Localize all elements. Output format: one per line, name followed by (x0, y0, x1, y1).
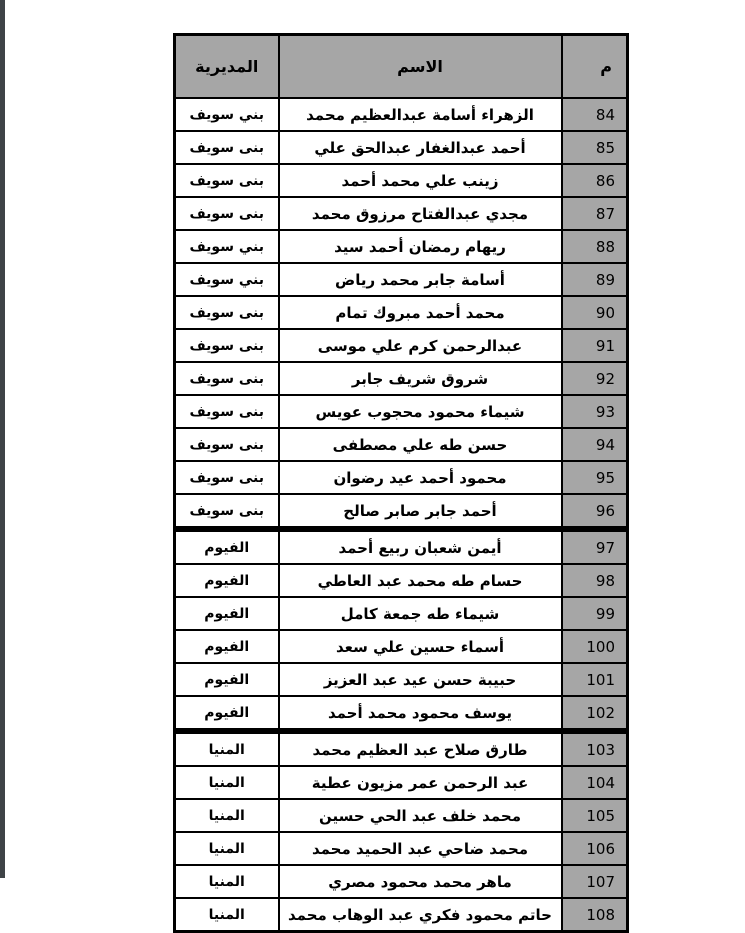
row-number-cell: 86 (562, 164, 628, 197)
row-number-cell: 93 (562, 395, 628, 428)
table-row (175, 663, 628, 696)
row-name-cell: الزهراء أسامة عبدالعظيم محمد (279, 98, 562, 131)
header-row (175, 35, 628, 99)
row-number-cell: 94 (562, 428, 628, 461)
table-row (175, 296, 628, 329)
row-name-cell: محمود أحمد عيد رضوان (279, 461, 562, 494)
row-name-cell: حسن طه علي مصطفى (279, 428, 562, 461)
row-name-cell: حبيبة حسن عيد عبد العزيز (279, 663, 562, 696)
row-name-cell: زينب علي محمد أحمد (279, 164, 562, 197)
row-name-cell: أسامة جابر محمد رياض (279, 263, 562, 296)
row-directorate-cell: الفيوم (175, 696, 279, 731)
row-number-cell: 95 (562, 461, 628, 494)
table-row (175, 395, 628, 428)
table-row (175, 362, 628, 395)
table-row (175, 766, 628, 799)
table-row (175, 597, 628, 630)
row-directorate-cell: بني سويف (175, 230, 279, 263)
viewer-left-edge (0, 0, 5, 878)
row-number-cell: 107 (562, 865, 628, 898)
row-directorate-cell: بنى سويف (175, 296, 279, 329)
row-number-cell: 104 (562, 766, 628, 799)
row-number-cell: 102 (562, 696, 628, 731)
row-directorate-cell: الفيوم (175, 663, 279, 696)
row-name-cell: ريهام رمضان أحمد سيد (279, 230, 562, 263)
row-directorate-cell: بنى سويف (175, 461, 279, 494)
table-row (175, 461, 628, 494)
table-row (175, 696, 628, 731)
row-name-cell: عبدالرحمن كرم علي موسى (279, 329, 562, 362)
table-row (175, 131, 628, 164)
row-name-cell: أسماء حسين علي سعد (279, 630, 562, 663)
row-directorate-cell: بنى سويف (175, 197, 279, 230)
row-number-cell: 85 (562, 131, 628, 164)
column-header-num: م (562, 35, 628, 99)
row-number-cell: 99 (562, 597, 628, 630)
row-directorate-cell: الفيوم (175, 529, 279, 564)
row-name-cell: حسام طه محمد عبد العاطي (279, 564, 562, 597)
row-name-cell: أيمن شعبان ربيع أحمد (279, 529, 562, 564)
row-directorate-cell: الفيوم (175, 630, 279, 663)
row-name-cell: شروق شريف جابر (279, 362, 562, 395)
row-number-cell: 108 (562, 898, 628, 932)
roster-table (173, 33, 629, 933)
table-body (175, 98, 628, 932)
row-directorate-cell: بنى سويف (175, 494, 279, 529)
row-number-cell: 103 (562, 731, 628, 766)
row-name-cell: محمد خلف عبد الحي حسين (279, 799, 562, 832)
table-row (175, 529, 628, 564)
column-header-name: الاسم (279, 35, 562, 99)
row-number-cell: 97 (562, 529, 628, 564)
table-row (175, 329, 628, 362)
row-name-cell: طارق صلاح عبد العظيم محمد (279, 731, 562, 766)
table-row (175, 230, 628, 263)
row-directorate-cell: بنى سويف (175, 428, 279, 461)
row-directorate-cell: الفيوم (175, 564, 279, 597)
table-row (175, 799, 628, 832)
row-number-cell: 98 (562, 564, 628, 597)
row-directorate-cell: بنى سويف (175, 362, 279, 395)
row-number-cell: 106 (562, 832, 628, 865)
row-directorate-cell: الفيوم (175, 597, 279, 630)
row-directorate-cell: بنى سويف (175, 395, 279, 428)
row-number-cell: 84 (562, 98, 628, 131)
row-name-cell: عبد الرحمن عمر مزيون عطية (279, 766, 562, 799)
row-directorate-cell: بنى سويف (175, 131, 279, 164)
row-name-cell: شيماء طه جمعة كامل (279, 597, 562, 630)
row-directorate-cell: المنيا (175, 832, 279, 865)
table-row (175, 263, 628, 296)
row-number-cell: 92 (562, 362, 628, 395)
row-name-cell: أحمد عبدالغفار عبدالحق علي (279, 131, 562, 164)
table-row (175, 630, 628, 663)
row-directorate-cell: المنيا (175, 766, 279, 799)
row-name-cell: ماهر محمد محمود مصري (279, 865, 562, 898)
row-directorate-cell: المنيا (175, 898, 279, 932)
row-name-cell: يوسف محمود محمد أحمد (279, 696, 562, 731)
row-number-cell: 87 (562, 197, 628, 230)
table-row (175, 494, 628, 529)
table-row (175, 898, 628, 932)
row-directorate-cell: المنيا (175, 865, 279, 898)
table-row (175, 832, 628, 865)
row-name-cell: محمد ضاحي عبد الحميد محمد (279, 832, 562, 865)
row-number-cell: 105 (562, 799, 628, 832)
table-header (175, 35, 628, 99)
row-number-cell: 96 (562, 494, 628, 529)
row-number-cell: 101 (562, 663, 628, 696)
row-number-cell: 100 (562, 630, 628, 663)
table-row (175, 98, 628, 131)
table-row (175, 197, 628, 230)
row-directorate-cell: بني سويف (175, 263, 279, 296)
row-name-cell: أحمد جابر صابر صالح (279, 494, 562, 529)
column-header-directorate: المديرية (175, 35, 279, 99)
row-directorate-cell: بنى سويف (175, 164, 279, 197)
row-number-cell: 91 (562, 329, 628, 362)
row-number-cell: 89 (562, 263, 628, 296)
table-row (175, 428, 628, 461)
table-row (175, 865, 628, 898)
row-directorate-cell: بني سويف (175, 98, 279, 131)
table-row (175, 564, 628, 597)
row-directorate-cell: بنى سويف (175, 329, 279, 362)
row-directorate-cell: المنيا (175, 731, 279, 766)
row-name-cell: مجدي عبدالفتاح مرزوق محمد (279, 197, 562, 230)
row-name-cell: حاتم محمود فكري عبد الوهاب محمد (279, 898, 562, 932)
row-directorate-cell: المنيا (175, 799, 279, 832)
table-row (175, 731, 628, 766)
row-name-cell: محمد أحمد مبروك تمام (279, 296, 562, 329)
row-name-cell: شيماء محمود محجوب عويس (279, 395, 562, 428)
row-number-cell: 88 (562, 230, 628, 263)
row-number-cell: 90 (562, 296, 628, 329)
table-row (175, 164, 628, 197)
